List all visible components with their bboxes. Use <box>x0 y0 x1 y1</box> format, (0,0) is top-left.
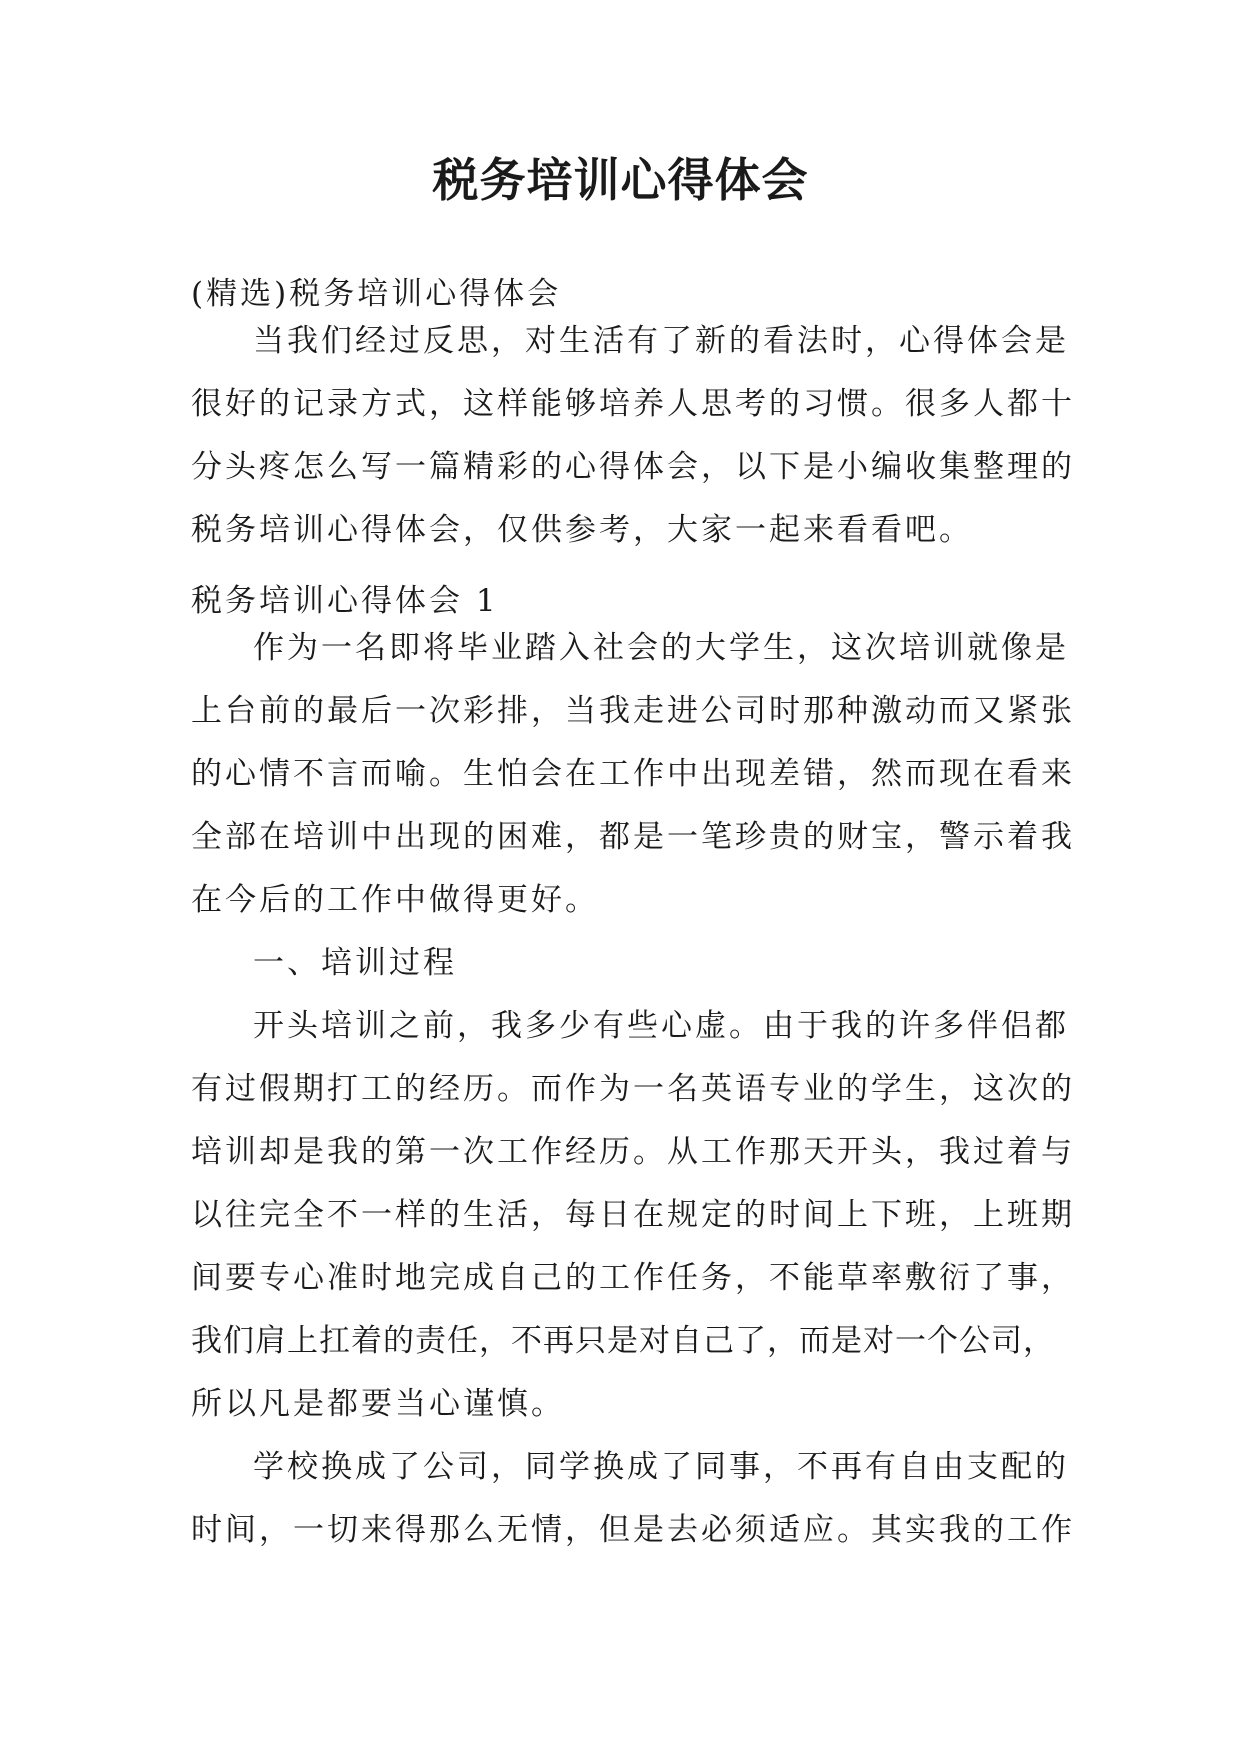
document-title: 税务培训心得体会 <box>432 153 809 207</box>
section-paragraph-2 <box>191 995 1075 1436</box>
paragraph-line: 培训却是我的第一次工作经历。从工作那天开头，我过着与 <box>191 1134 1075 1170</box>
paragraph-line: 作为一名即将毕业踏入社会的大学生，这次培训就像是 <box>253 630 1069 666</box>
intro-line: 税务培训心得体会，仅供参考，大家一起来看看吧。 <box>191 512 973 548</box>
paragraph-line: 的心情不言而喻。生怕会在工作中出现差错，然而现在看来 <box>191 756 1075 792</box>
paragraph-line: 有过假期打工的经历。而作为一名英语专业的学生，这次的 <box>191 1071 1075 1107</box>
sub-heading-block <box>191 932 1061 995</box>
paragraph-line: 在今后的工作中做得更好。 <box>191 882 599 918</box>
document-subtitle: (精选)税务培训心得体会 <box>191 276 562 312</box>
paragraph-line: 全部在培训中出现的困难，都是一笔珍贵的财宝，警示着我 <box>191 819 1075 855</box>
intro-line: 很好的记录方式，这样能够培养人思考的习惯。很多人都十 <box>191 386 1075 422</box>
paragraph-line: 以往完全不一样的生活，每日在规定的时间上下班，上班期 <box>191 1197 1075 1233</box>
section-paragraph-1 <box>191 617 1075 932</box>
intro-paragraph <box>191 310 1075 562</box>
paragraph-line: 开头培训之前，我多少有些心虚。由于我的许多伴侣都 <box>253 1008 1069 1044</box>
paragraph-line: 我们肩上扛着的责任，不再只是对自己了，而是对一个公司， <box>191 1323 1055 1359</box>
section-paragraph-3 <box>191 1436 1075 1562</box>
intro-line: 当我们经过反思，对生活有了新的看法时，心得体会是 <box>253 323 1069 359</box>
paragraph-line: 时间，一切来得那么无情，但是去必须适应。其实我的工作 <box>191 1512 1075 1548</box>
paragraph-line: 所以凡是都要当心谨慎。 <box>191 1386 565 1422</box>
paragraph-line: 上台前的最后一次彩排，当我走进公司时那种激动而又紧张 <box>191 693 1075 729</box>
section-heading: 税务培训心得体会 1 <box>191 583 499 619</box>
intro-line: 分头疼怎么写一篇精彩的心得体会，以下是小编收集整理的 <box>191 449 1075 485</box>
paragraph-line: 学校换成了公司，同学换成了同事，不再有自由支配的 <box>253 1449 1069 1485</box>
sub-heading: 一、培训过程 <box>253 945 457 981</box>
paragraph-line: 间要专心准时地完成自己的工作任务，不能草率敷衍了事， <box>191 1260 1075 1296</box>
